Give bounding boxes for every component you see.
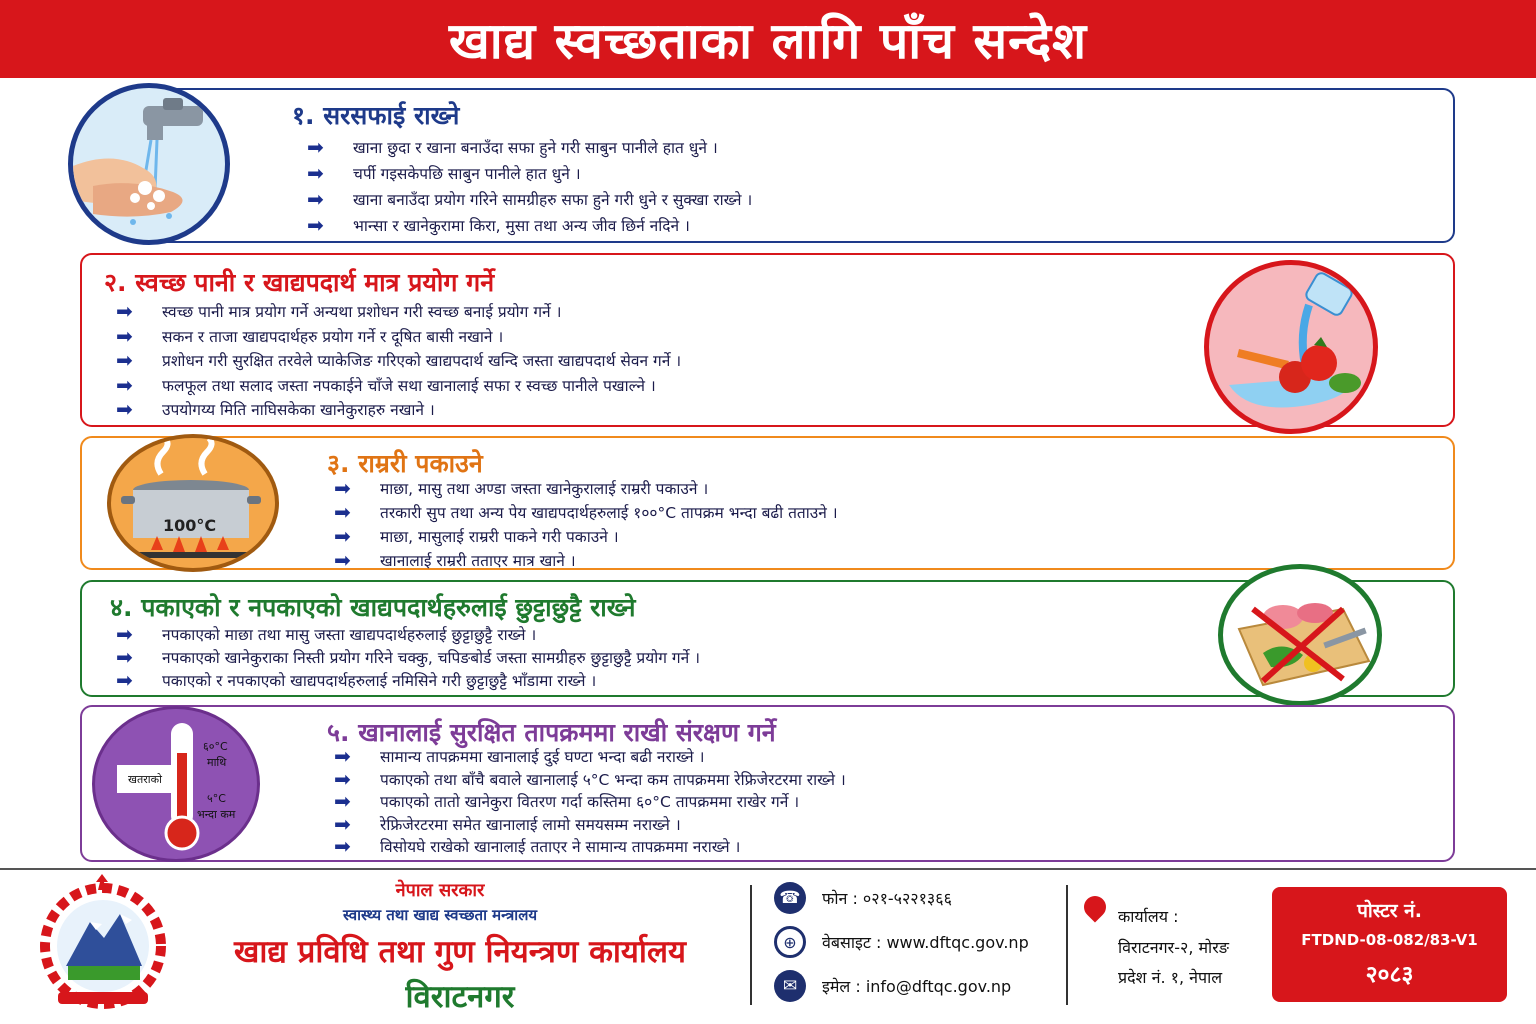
section-1-heading: १. सरसफाई राख्ने [292,101,460,130]
phone-icon: ☎ [774,882,806,914]
address-label: कार्यालय : [1118,907,1179,926]
list-item: ➡ पकाएको र नपकाएको खाद्यपदार्थहरुलाई नमिसिने गरी छुट्टाछुट्टै भाँडामा राख्ने । [116,667,597,692]
arrow-icon: ➡ [116,372,133,397]
section-4-list [116,622,700,691]
arrow-icon: ➡ [334,834,351,859]
thermo-danger-label: खतराको [117,765,173,793]
arrow-icon: ➡ [307,135,324,159]
list-item: ➡ फलफूल तथा सलाद जस्ता नपकाईने चाँजे सथा खानालाई सफा र स्वच्छ पानीले पखाल्ने । [116,372,656,397]
thermometer-illustration [92,706,260,862]
address-line-1: विराटनगर-२, मोरङ [1118,938,1229,957]
list-item: ➡ खानालाई राम्ररी तताएर मात्र खाने । [334,548,576,572]
location-icon [1079,891,1110,922]
list-item: ➡ नपकाएको माछा तथा मासु जस्ता खाद्यपदार्थहरुलाई छुट्टाछुट्टै राख्ने । [116,621,537,646]
arrow-icon: ➡ [307,187,324,211]
list-item: ➡ खाना बनाउँदा प्रयोग गरिने सामग्रीहरु सफा हुने गरी धुने र सुक्खा राख्ने । [307,187,753,211]
section-3-list [334,476,838,572]
section-1-list [307,134,752,238]
handwashing-icon [73,88,225,240]
list-item: ➡ विसोयघे राखेको खानालाई तताएर ने सामान्य तापक्रममा नराख्ने । [334,834,741,859]
arrow-icon: ➡ [307,161,324,185]
section-2-heading: २. स्वच्छ पानी र खाद्यपदार्थ मात्र प्रयोग गर्ने [104,268,495,297]
thermo-top-sub: माथि [207,756,227,769]
page-title: खाद्य स्वच्छताका लागि पाँच सन्देश [448,12,1088,70]
arrow-icon: ➡ [116,621,133,646]
nepal-emblem-icon [28,874,178,1020]
list-item: ➡ प्रशोधन गरी सुरक्षित तरवेले प्याकेजिङ गरिएको खाद्यपदार्थ खन्दि जस्ता खाद्यपदार्थ सेवन गर्ने । [116,348,682,373]
arrow-icon: ➡ [116,323,133,348]
section-4-heading: ४. पकाएको र नपकाएको खाद्यपदार्थहरुलाई छुट्टाछुट्टै राख्ने [110,593,636,622]
list-item: ➡ रेफ्रिजेरटरमा समेत खानालाई लामो समयसम्म नराख्ने । [334,811,681,836]
nepal-emblem [28,874,178,1020]
section-5-heading: ५. खानालाई सुरक्षित तापक्रममा राखी संरक्षण गर्ने [327,718,776,747]
list-item: ➡ स्वच्छ पानी मात्र प्रयोग गर्ने अन्यथा प्रशोधन गरी स्वच्छ बनाई प्रयोग गर्ने । [116,299,562,324]
poster-year: २०८३ [1365,962,1414,988]
poster-code: FTDND-08-082/83-V1 [1301,931,1478,949]
website-row [774,926,1029,958]
list-item: ➡ सामान्य तापक्रममा खानालाई दुई घण्टा भन्दा बढी नराख्ने । [334,744,705,769]
thermo-bottom-label: ५°C [207,792,226,805]
phone-row: ☎ फोन : ०२१-५२२१३६६ [774,882,952,914]
cutting-board-icon [1223,569,1377,701]
washing-vegetables-illustration [1204,260,1378,434]
poster-label: पोस्टर नं. [1357,900,1422,922]
list-item: ➡ खाना छुदा र खाना बनाउँदा सफा हुने गरी साबुन पानीले हात धुने । [307,135,718,159]
list-item: ➡ उपयोगय्य मिति नाघिसकेका खानेकुराहरु नखाने । [116,397,435,422]
list-item: ➡ माछा, मासु तथा अण्डा जस्ता खानेकुरालाई राम्ररी पकाउने । [334,476,709,500]
cooking-pot-illustration [107,434,279,572]
list-item: ➡ तरकारी सुप तथा अन्य पेय खाद्यपदार्थहरुलाई १००°C तापक्रम भन्दा बढी तताउने । [334,500,838,524]
list-item: ➡ चर्पी गइसकेपछि साबुन पानीले हात धुने । [307,161,581,185]
arrow-icon: ➡ [334,811,351,836]
title-banner [0,0,1536,78]
thermo-bottom-sub: भन्दा कम [197,808,236,821]
vegetables-icon [1209,265,1373,429]
section-1-card [140,88,1455,243]
arrow-icon: ➡ [334,744,351,769]
arrow-icon: ➡ [307,213,324,237]
cutting-board-illustration [1218,564,1382,706]
pot-temperature-label: 100°C [163,516,217,535]
section-3-card [80,436,1455,570]
arrow-icon: ➡ [116,644,133,669]
email-link[interactable]: इमेल : info@dftqc.gov.np [822,977,1012,996]
arrow-icon: ➡ [334,524,351,548]
gov-name: नेपाल सरकार [395,880,485,901]
cooking-pot-icon [111,438,275,568]
website-link[interactable]: वेबसाइट : www.dftqc.gov.np [822,933,1029,952]
section-5-list [334,745,846,858]
footer-vdivider-2 [1066,885,1068,1005]
thermo-top-label: ६०°C [203,740,228,753]
arrow-icon: ➡ [116,348,133,373]
list-item: ➡ सकन र ताजा खाद्यपदार्थहरु प्रयोग गर्ने र दूषित बासी नखाने । [116,323,504,348]
list-item: ➡ नपकाएको खानेकुराका निस्ती प्रयोग गरिने चक्कु, चपिङबोर्ड जस्ता सामग्रीहरु छुट्टाछुट्टै प्रयोग गर्ने । [116,644,701,669]
arrow-icon: ➡ [116,397,133,422]
email-icon: ✉ [774,970,806,1002]
arrow-icon: ➡ [334,789,351,814]
address-line-2: प्रदेश नं. १, नेपाल [1118,968,1223,987]
poster-badge [1272,887,1507,1002]
office-city: विराटनगर [405,979,515,1015]
list-item: ➡ पकाएको तातो खानेकुरा वितरण गर्दा कस्तिमा ६०°C तापक्रममा राखेर गर्ने । [334,789,800,814]
list-item: ➡ पकाएको तथा बाँचै बवाले खानालाई ५°C भन्दा कम तापक्रममा रेफ्रिजेरटरमा राख्ने । [334,766,846,791]
section-2-list [116,299,681,422]
globe-icon: ⊕ [774,926,806,958]
ministry-name: स्वास्थ्य तथा खाद्य स्वच्छता मन्त्रालय [342,906,538,924]
email-row [774,970,1011,1002]
list-item: ➡ भान्सा र खानेकुरामा किरा, मुसा तथा अन्य जीव छिर्न नदिने । [307,213,690,237]
arrow-icon: ➡ [334,500,351,524]
arrow-icon: ➡ [334,548,351,572]
arrow-icon: ➡ [334,476,351,500]
list-item: ➡ माछा, मासुलाई राम्ररी पाकने गरी पकाउने । [334,524,619,548]
footer-vdivider-1 [750,885,752,1005]
section-3-heading: ३. राम्ररी पकाउने [327,449,483,478]
footer-divider [0,868,1536,870]
arrow-icon: ➡ [334,766,351,791]
section-5-card [80,705,1455,862]
handwashing-illustration [68,83,230,245]
office-name: खाद्य प्रविधि तथा गुण नियन्त्रण कार्यालय [234,934,686,970]
arrow-icon: ➡ [116,667,133,692]
arrow-icon: ➡ [116,299,133,324]
